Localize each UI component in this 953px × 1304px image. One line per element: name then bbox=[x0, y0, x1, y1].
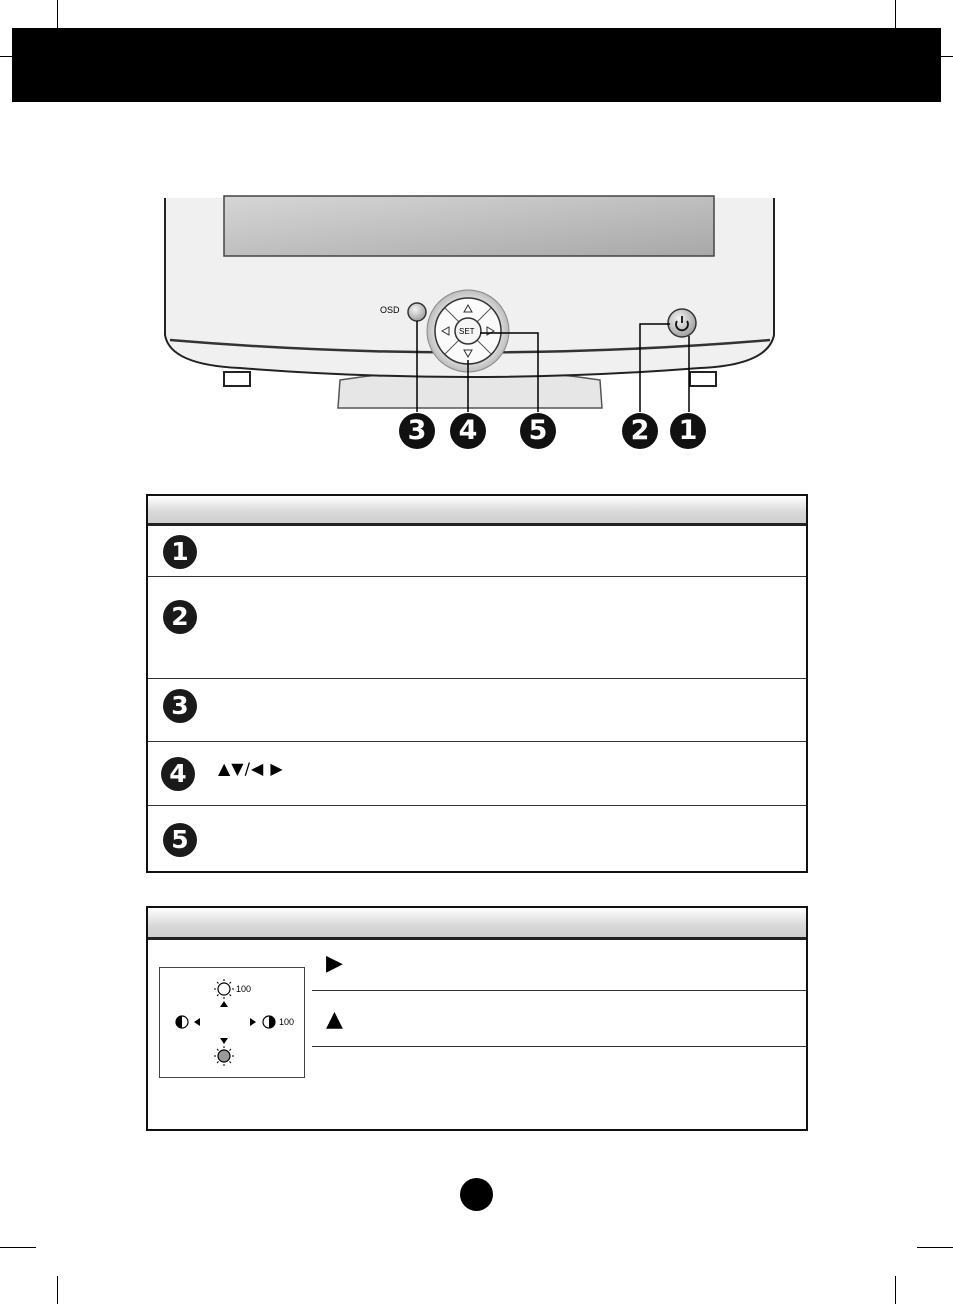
row-divider bbox=[148, 741, 806, 742]
crop-mark bbox=[57, 1276, 58, 1304]
osd-diagram bbox=[159, 967, 305, 1078]
brightness-high-icon bbox=[218, 983, 230, 995]
callout-2: 2 bbox=[622, 413, 658, 449]
crop-mark bbox=[941, 56, 953, 57]
page-number-marker bbox=[460, 1178, 493, 1211]
crop-mark bbox=[895, 1276, 896, 1304]
callout-4: 4 bbox=[450, 413, 486, 449]
crop-mark bbox=[0, 56, 12, 57]
callout-5: 5 bbox=[520, 413, 556, 449]
brightness-low-icon bbox=[218, 1050, 230, 1062]
page-header-bar bbox=[12, 28, 941, 102]
osd-button bbox=[408, 303, 426, 321]
monitor-illustration bbox=[150, 190, 790, 415]
osd-button-label: OSD bbox=[380, 305, 400, 315]
direct-access-table-header bbox=[148, 908, 806, 940]
right-arrow-symbol: ▶ bbox=[326, 951, 343, 976]
crop-mark bbox=[0, 1247, 36, 1248]
row-divider bbox=[148, 576, 806, 577]
contrast-value: 100 bbox=[279, 1017, 295, 1027]
direction-arrows-symbol: ▲▼/◀ ▶ bbox=[218, 759, 284, 778]
left-indicator bbox=[194, 1018, 200, 1026]
crop-mark bbox=[57, 0, 58, 28]
row-number-4: 4 bbox=[161, 757, 195, 791]
row-number-5: 5 bbox=[163, 823, 197, 857]
row-number-3: 3 bbox=[163, 689, 197, 723]
controls-table bbox=[146, 494, 808, 873]
crop-mark bbox=[895, 0, 896, 28]
up-indicator bbox=[220, 1001, 228, 1007]
brightness-value: 100 bbox=[236, 984, 252, 994]
callout-1: 1 bbox=[670, 413, 706, 449]
set-button-label: SET bbox=[459, 327, 475, 336]
row-number-1: 1 bbox=[163, 535, 197, 569]
row-divider bbox=[148, 805, 806, 806]
row-divider bbox=[312, 990, 806, 991]
row-number-2: 2 bbox=[163, 600, 197, 634]
up-arrow-symbol: ▲ bbox=[326, 1007, 343, 1032]
row-divider bbox=[148, 678, 806, 679]
right-indicator bbox=[250, 1018, 256, 1026]
down-indicator bbox=[220, 1038, 228, 1044]
row-divider bbox=[312, 1046, 806, 1047]
crop-mark bbox=[917, 1247, 953, 1248]
callout-3: 3 bbox=[399, 413, 435, 449]
controls-table-header bbox=[148, 496, 806, 526]
